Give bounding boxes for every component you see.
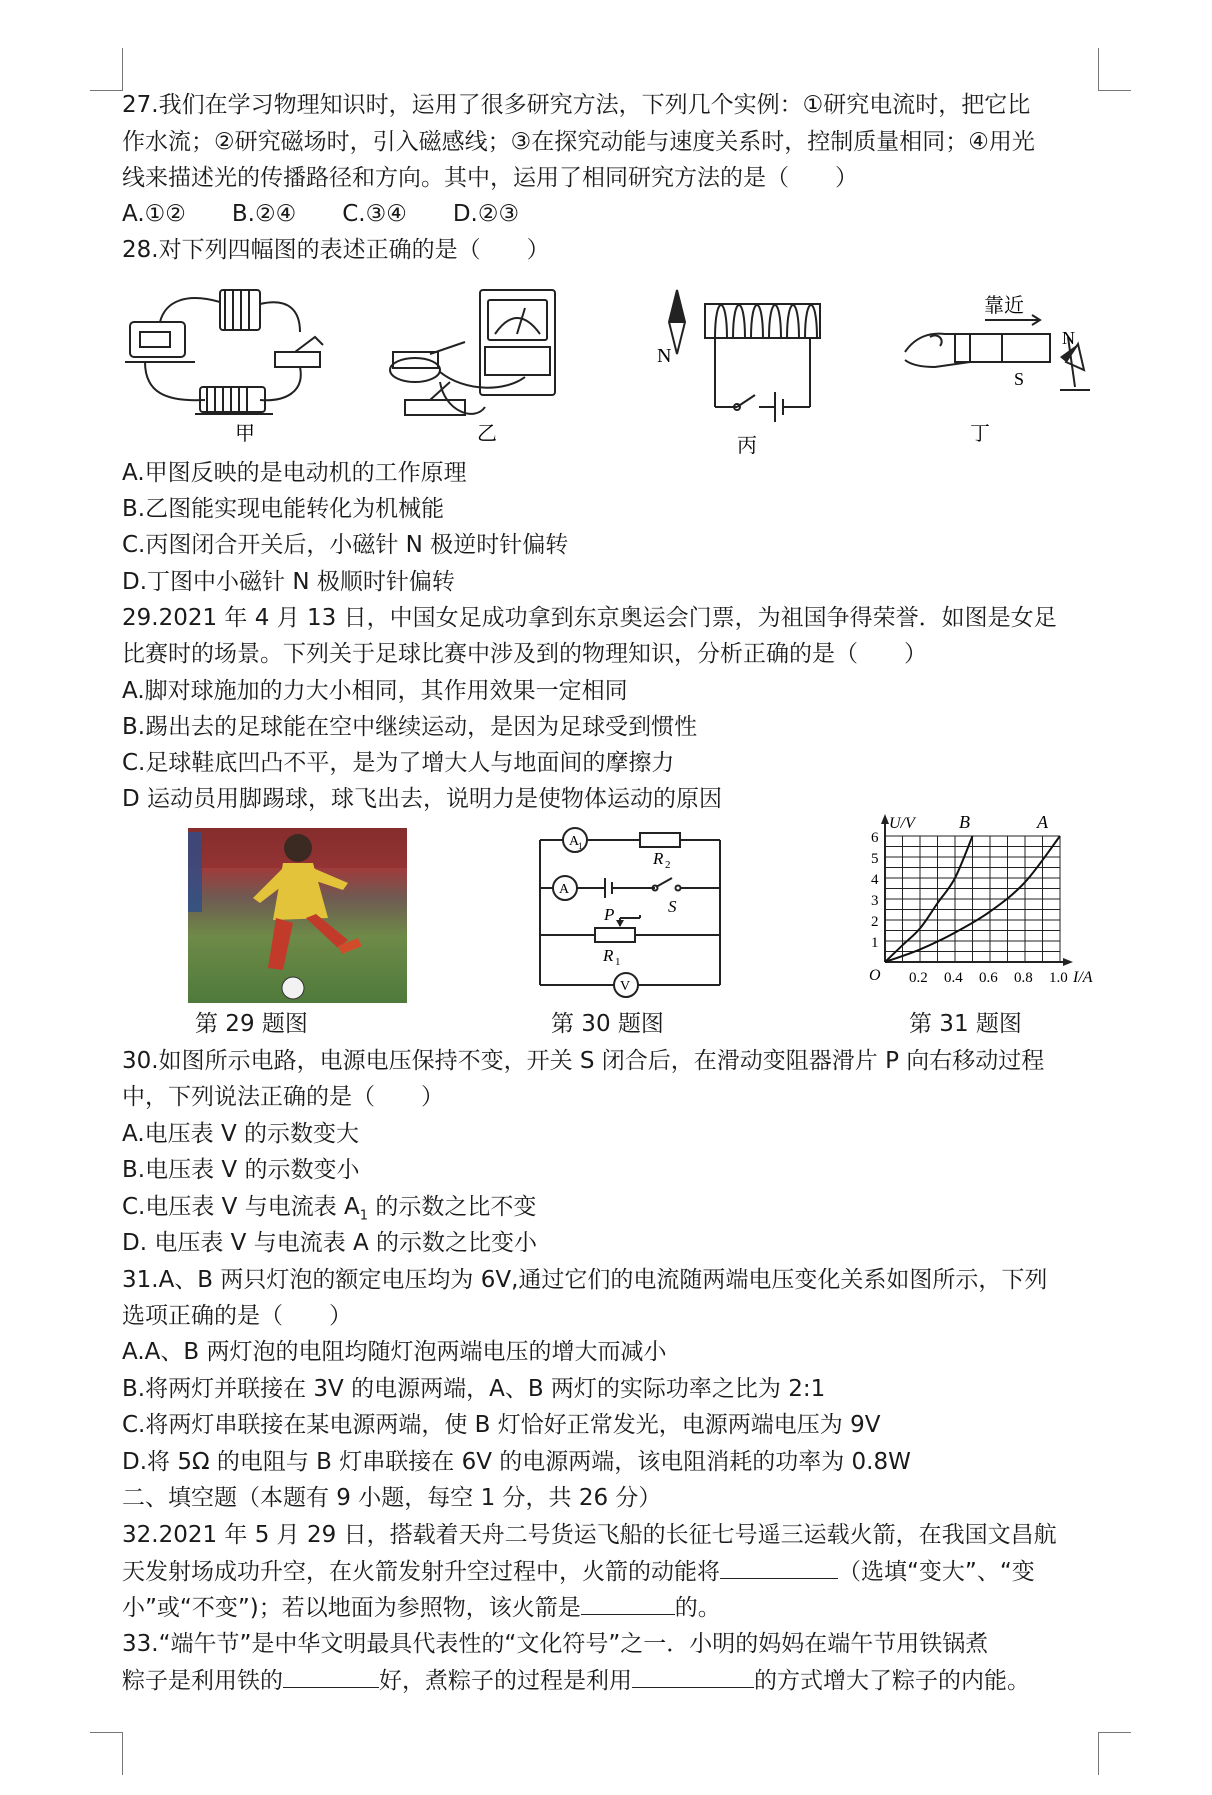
q32-blank-1[interactable]	[720, 1556, 838, 1579]
graph-y-tick-label: 6	[871, 830, 879, 846]
circuit-diagram	[530, 820, 730, 1005]
figure-ding-magnet-s: S	[1014, 369, 1025, 389]
rheostat-r1-subscript: 1	[615, 956, 621, 968]
q30-option-c	[122, 1192, 1102, 1232]
graph-y-arrow	[881, 814, 889, 824]
q28-option-b: B.乙图能实现电能转化为机械能	[122, 496, 445, 522]
figure-bing-apparatus	[655, 282, 845, 457]
ammeter-a1-subscript: 1	[578, 841, 583, 851]
q32-blank-2[interactable]	[581, 1592, 675, 1615]
caption-figure-29: 第 29 题图	[195, 1011, 308, 1037]
graph-y-tick-label: 4	[871, 872, 879, 888]
q32-line-3	[122, 1592, 1102, 1623]
graph-y-tick-label: 3	[871, 893, 879, 909]
q32-line-2-tail: （选填“变大”、“变	[838, 1559, 1035, 1585]
q31-option-d: D.将 5Ω 的电阻与 B 灯串联接在 6V 的电源两端，该电阻消耗的功率为 0.8W	[122, 1449, 911, 1475]
q32-line-3-text: 小”或“不变”)；若以地面为参照物，该火箭是	[122, 1595, 581, 1621]
figure-jia-apparatus	[125, 282, 335, 447]
q29-option-c: C.足球鞋底凹凸不平，是为了增大人与地面间的摩擦力	[122, 750, 675, 776]
graph-x-arrow	[1063, 958, 1073, 966]
q27-line-2: 作水流；②研究磁场时，引入磁感线；③在探究动能与速度关系时，控制质量相同；④用光	[122, 129, 1035, 155]
figure-ding-compass-n: N	[1062, 328, 1075, 348]
graph-x-tick-label: 0.4	[944, 970, 963, 986]
q32-line-2	[122, 1556, 1102, 1587]
q27-options: A.①② B.②④ C.③④ D.②③	[122, 201, 520, 227]
q30-option-a: A.电压表 V 的示数变大	[122, 1121, 359, 1147]
q33-line-1: 33.“端午节”是中华文明最具代表性的“文化符号”之一．小明的妈妈在端午节用铁锅煮	[122, 1631, 989, 1657]
corner-mark-top-left	[90, 48, 123, 91]
corner-mark-bottom-left	[90, 1732, 123, 1775]
q30-option-c-tail: 的示数之比不变	[368, 1194, 537, 1220]
figure-bing-compass-n: N	[657, 345, 672, 367]
graph-x-label: I/A	[1073, 969, 1093, 986]
graph-x-tick-label: 0.2	[909, 970, 928, 986]
figure-ding-label: 丁	[970, 423, 990, 445]
q30-line-1: 30.如图所示电路，电源电压保持不变，开关 S 闭合后，在滑动变阻器滑片 P 向右移动过程	[122, 1048, 1045, 1074]
figure-bing-label: 丙	[737, 435, 757, 457]
q33-line-2-tail: 的方式增大了粽子的内能。	[754, 1668, 1030, 1694]
caption-figure-31: 第 31 题图	[909, 1011, 1022, 1037]
curve-a-label: A	[1037, 812, 1048, 832]
graph-y-label: U/V	[889, 815, 915, 832]
q31-option-a: A.A、B 两灯泡的电阻均随灯泡两端电压的增大而减小	[122, 1339, 667, 1365]
q30-option-c-subscript: 1	[359, 1208, 369, 1224]
graph-origin-label: O	[869, 967, 881, 984]
q28-option-a: A.甲图反映的是电动机的工作原理	[122, 460, 467, 486]
resistor-r2-label: R	[653, 849, 664, 868]
q32-line-2-text: 天发射场成功升空，在火箭发射升空过程中，火箭的动能将	[122, 1559, 720, 1585]
q29-line-1: 29.2021 年 4 月 13 日，中国女足成功拿到东京奥运会门票，为祖国争得荣誉．如图是女足	[122, 605, 1057, 631]
graph-x-tick-label: 1.0	[1049, 970, 1068, 986]
figure-yi-label: 乙	[477, 423, 497, 445]
q30-option-b: B.电压表 V 的示数变小	[122, 1157, 360, 1183]
caption-figure-30: 第 30 题图	[551, 1011, 664, 1037]
q32-line-3-tail: 的。	[674, 1595, 721, 1621]
q30-option-c-text: C.电压表 V 与电流表 A	[122, 1194, 360, 1220]
voltmeter-v-symbol: V	[620, 979, 631, 994]
football-player-photo	[188, 828, 407, 1003]
q33-blank-2[interactable]	[632, 1665, 754, 1688]
q31-option-b: B.将两灯并联接在 3V 的电源两端，A、B 两灯的实际功率之比为 2:1	[122, 1376, 826, 1402]
q31-option-c: C.将两灯串联接在某电源两端，使 B 灯恰好正常发光，电源两端电压为 9V	[122, 1412, 881, 1438]
figure-jia-label: 甲	[235, 423, 255, 445]
curve-b-label: B	[959, 812, 970, 832]
graph-x-tick-label: 0.8	[1014, 970, 1033, 986]
switch-s-label: S	[668, 897, 677, 916]
q28-stem: 28.对下列四幅图的表述正确的是（ ）	[122, 237, 550, 263]
section-2-heading: 二、填空题（本题有 9 小题，每空 1 分，共 26 分）	[122, 1485, 662, 1511]
q29-line-2: 比赛时的场景。下列关于足球比赛中涉及到的物理知识，分析正确的是（ ）	[122, 641, 927, 667]
q29-option-a: A.脚对球施加的力大小相同，其作用效果一定相同	[122, 678, 628, 704]
q33-line-2-text: 粽子是利用铁的	[122, 1668, 283, 1694]
corner-mark-top-right	[1098, 48, 1131, 91]
corner-mark-bottom-right	[1098, 1732, 1131, 1775]
figure-ding-apparatus	[900, 282, 1100, 447]
resistor-r2-subscript: 2	[665, 859, 671, 871]
q30-line-2: 中，下列说法正确的是（ ）	[122, 1084, 444, 1110]
q33-line-2-mid: 好，煮粽子的过程是利用	[379, 1668, 632, 1694]
q29-option-d: D 运动员用脚踢球，球飞出去，说明力是使物体运动的原因	[122, 786, 723, 812]
q32-line-1: 32.2021 年 5 月 29 日，搭载着天舟二号货运飞船的长征七号遥三运载火箭，在我国文昌航	[122, 1522, 1057, 1548]
q31-line-2: 选项正确的是（ ）	[122, 1303, 352, 1329]
rheostat-r1-label: R	[603, 946, 614, 965]
q33-line-2	[122, 1665, 1102, 1696]
slider-p-label: P	[604, 905, 615, 924]
q28-option-d: D.丁图中小磁针 N 极顺时针偏转	[122, 569, 455, 595]
q27-line-3: 线来描述光的传播路径和方向。其中，运用了相同研究方法的是（ ）	[122, 165, 858, 191]
q28-option-c: C.丙图闭合开关后，小磁针 N 极逆时针偏转	[122, 532, 569, 558]
graph-x-tick-label: 0.6	[979, 970, 998, 986]
q33-blank-1[interactable]	[283, 1665, 379, 1688]
q31-line-1: 31.A、B 两只灯泡的额定电压均为 6V,通过它们的电流随两端电压变化关系如图所示，下列	[122, 1267, 1048, 1293]
q29-option-b: B.踢出去的足球能在空中继续运动，是因为足球受到惯性	[122, 714, 698, 740]
graph-y-tick-label: 1	[871, 935, 879, 951]
ammeter-a1-symbol: A	[569, 834, 580, 849]
graph-y-tick-label: 5	[871, 851, 879, 867]
q30-option-d: D. 电压表 V 与电流表 A 的示数之比变小	[122, 1230, 538, 1256]
ammeter-a-symbol: A	[559, 882, 570, 897]
ui-graph	[855, 810, 1105, 1010]
figure-ding-near-label: 靠近	[984, 295, 1024, 317]
graph-y-tick-label: 2	[871, 914, 879, 930]
figure-yi-apparatus	[385, 282, 585, 447]
q27-line-1: 27.我们在学习物理知识时，运用了很多研究方法，下列几个实例：①研究电流时，把它比	[122, 92, 1031, 118]
